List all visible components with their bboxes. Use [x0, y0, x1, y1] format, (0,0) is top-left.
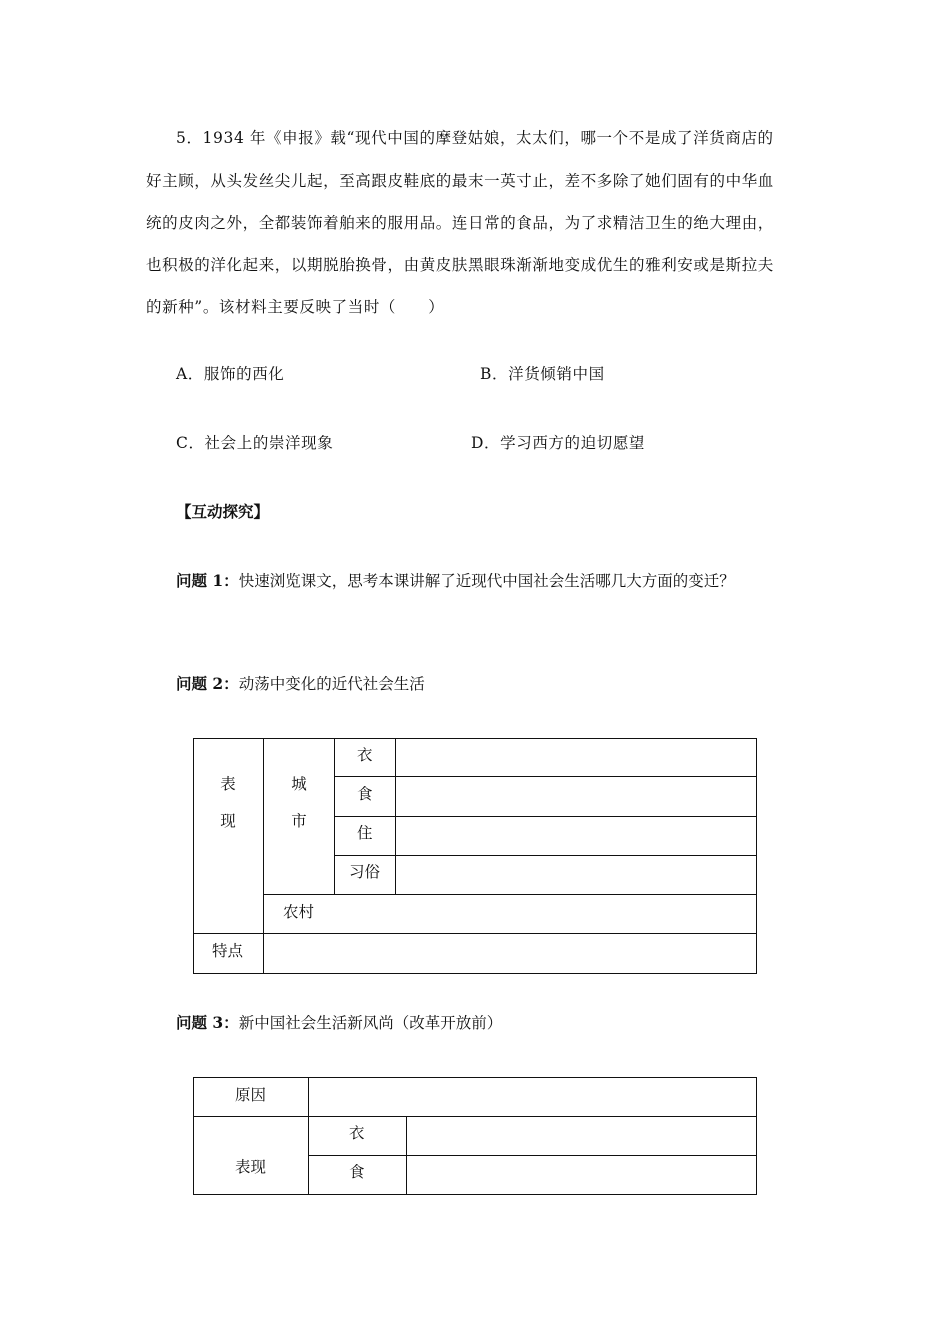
- q5-line-5: 的新种”。该材料主要反映了当时（ ）: [146, 298, 445, 316]
- q5-line-2: 好主顾，从头发丝尖儿起，至高跟皮鞋底的最末一英寸止，差不多除了她们固有的中华血: [146, 172, 774, 190]
- cell-nongcun: 农村: [283, 903, 315, 921]
- cell-tedian: 特点: [212, 942, 244, 960]
- question-3-text: 新中国社会生活新风尚（改革开放前）: [238, 1014, 503, 1032]
- cell-yuanyin: 原因: [235, 1086, 267, 1104]
- cell-xisu: 习俗: [349, 863, 381, 881]
- question-2-label: 问题 2：: [176, 674, 239, 693]
- section-title: 【互动探究】: [176, 502, 270, 521]
- question-3: [176, 1011, 502, 1033]
- cell-zhu: 住: [357, 824, 373, 842]
- cell-chengshi-1: 城: [291, 775, 307, 793]
- cell-chengshi-2: 市: [291, 812, 307, 830]
- cell-yi-2: 衣: [349, 1124, 365, 1142]
- question-1: [176, 569, 735, 591]
- question-1-text: 快速浏览课文，思考本课讲解了近现代中国社会生活哪几大方面的变迁？: [238, 572, 735, 590]
- question-2: [176, 672, 425, 694]
- option-d: D．学习西方的迫切愿望: [471, 434, 646, 452]
- question-2-text: 动荡中变化的近代社会生活: [238, 675, 425, 693]
- table-social-life-new-china: [193, 1077, 757, 1195]
- option-c: C．社会上的崇洋现象: [176, 434, 334, 452]
- cell-biaoxian: 表现: [235, 1158, 267, 1176]
- q5-line-1: 5．1934 年《申报》载“现代中国的摩登姑娘，太太们，哪一个不是成了洋货商店的: [176, 129, 774, 147]
- cell-biaoxian-1: 表: [220, 775, 236, 793]
- cell-yi: 衣: [357, 746, 373, 764]
- option-a: A．服饰的西化: [176, 365, 285, 383]
- cell-biaoxian-2: 现: [220, 812, 236, 830]
- table-social-life-modern: [193, 738, 757, 974]
- option-b: B．洋货倾销中国: [480, 365, 605, 383]
- cell-shi-2: 食: [349, 1163, 365, 1181]
- q5-line-4: 也积极的洋化起来，以期脱胎换骨，由黄皮肤黑眼珠渐渐地变成优生的雅利安或是斯拉夫: [146, 256, 774, 274]
- question-3-label: 问题 3：: [176, 1013, 239, 1032]
- q5-line-3: 统的皮肉之外，全都装饰着舶来的服用品。连日常的食品，为了求精洁卫生的绝大理由，: [146, 214, 774, 232]
- question-1-label: 问题 1：: [176, 571, 239, 590]
- cell-shi: 食: [357, 785, 373, 803]
